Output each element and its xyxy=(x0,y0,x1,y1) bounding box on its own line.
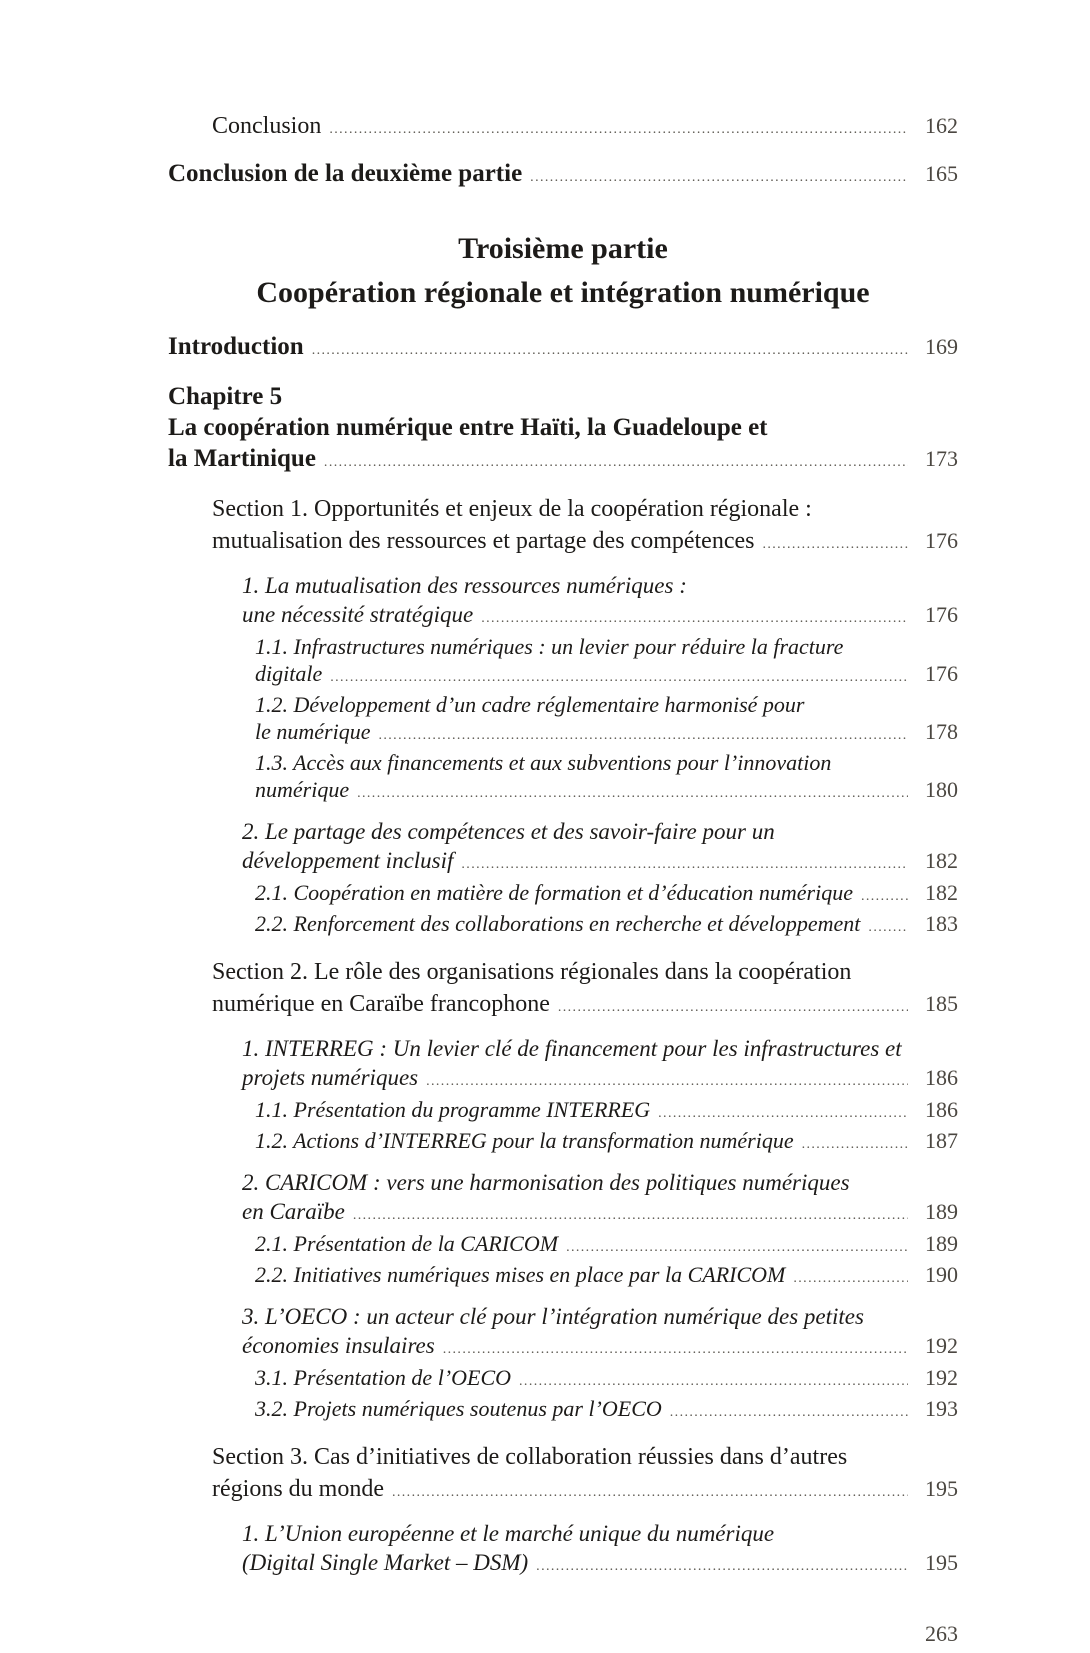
toc-entry-row xyxy=(255,660,958,691)
toc-entry-row xyxy=(255,1261,958,1292)
toc-entry-text: Chapitre 5 xyxy=(168,383,283,410)
toc-entry xyxy=(168,493,958,561)
toc-entry-row xyxy=(212,988,958,1024)
dot-leader xyxy=(392,1473,908,1509)
toc-entry-text: Troisième partie xyxy=(458,232,668,265)
toc-entry-row xyxy=(242,846,958,879)
dot-leader xyxy=(530,158,908,194)
toc-entry-text: 1.2. Actions d’INTERREG pour la transformation numérique xyxy=(255,1128,794,1153)
toc-entry xyxy=(168,749,958,807)
toc-entry-text: 1. L’Union européenne et le marché unique du numérique xyxy=(242,1521,775,1546)
toc-entry-text: 3.2. Projets numériques soutenus par l’OECO xyxy=(255,1396,662,1421)
toc-entry-text: numérique xyxy=(255,777,350,802)
page-number: 186 xyxy=(925,1097,958,1122)
toc-entry-row xyxy=(255,910,958,941)
toc-entry-row xyxy=(255,1096,958,1127)
page-number: 176 xyxy=(925,602,958,627)
page-number: 176 xyxy=(925,528,958,553)
page-number: 186 xyxy=(925,1065,958,1090)
toc-entry-row xyxy=(255,1127,958,1158)
toc-entry-text: 2.1. Présentation de la CARICOM xyxy=(255,1231,559,1256)
part-heading xyxy=(168,271,958,315)
toc-entry-text: projets numériques xyxy=(242,1065,419,1090)
toc-entry-row xyxy=(168,158,958,194)
toc-entry-text: 2.1. Coopération en matière de formation et d’éducation numérique xyxy=(255,880,853,905)
dot-leader xyxy=(861,879,908,910)
toc-entry-text: en Caraïbe xyxy=(242,1199,345,1224)
toc-entry-text: 2.2. Renforcement des collaborations en recherche et développement xyxy=(255,911,861,936)
toc-entry-text: 1.2. Développement d’un cadre réglementaire harmonisé pour xyxy=(255,692,805,717)
toc-entry-row xyxy=(255,1395,958,1426)
toc-entry xyxy=(168,381,958,478)
toc-entry-text: 1. La mutualisation des ressources numériques : xyxy=(242,573,687,598)
toc-entry xyxy=(168,817,958,879)
toc-entry-text: le numérique xyxy=(255,719,371,744)
page-number: 195 xyxy=(925,1550,958,1575)
toc-entry xyxy=(168,910,958,941)
toc-entry-row xyxy=(168,331,958,367)
toc-entry-row xyxy=(242,1331,958,1364)
toc-entry-row xyxy=(255,879,958,910)
toc-entry-text: développement inclusif xyxy=(242,848,454,873)
toc-entry-row xyxy=(242,1063,958,1096)
toc-entry-text: Conclusion de la deuxième partie xyxy=(168,160,523,187)
page-number: 183 xyxy=(925,911,958,936)
toc-entry xyxy=(168,1519,958,1581)
toc-entry-text: économies insulaires xyxy=(242,1333,435,1358)
toc-entry xyxy=(168,158,958,194)
page-number: 162 xyxy=(925,113,958,138)
toc-entry-text: 2. Le partage des compétences et des savoir-faire pour un xyxy=(242,819,775,844)
toc-entry-row xyxy=(212,1473,958,1509)
toc-entry-row xyxy=(212,525,958,561)
dot-leader xyxy=(558,988,908,1024)
dot-leader xyxy=(378,718,908,749)
dot-leader xyxy=(868,910,908,941)
toc-entry xyxy=(168,691,958,749)
toc-entry-text: régions du monde xyxy=(212,1476,384,1502)
toc-entry-text: 1.1. Infrastructures numériques : un levier pour réduire la fracture xyxy=(255,634,844,659)
dot-leader xyxy=(312,331,908,367)
dot-leader xyxy=(330,660,908,691)
toc-entry xyxy=(168,331,958,367)
toc-entry xyxy=(168,1395,958,1426)
page-number: 169 xyxy=(925,334,958,359)
toc-entry-text: 2. CARICOM : vers une harmonisation des politiques numériques xyxy=(242,1170,850,1195)
page-number: 180 xyxy=(925,777,958,802)
toc-entry-text: 2.2. Initiatives numériques mises en place par la CARICOM xyxy=(255,1262,786,1287)
toc-entry xyxy=(168,1127,958,1158)
toc-entry xyxy=(168,956,958,1024)
dot-leader xyxy=(329,110,908,146)
dot-leader xyxy=(802,1127,908,1158)
dot-leader xyxy=(566,1230,908,1261)
toc-list xyxy=(168,110,958,1581)
dot-leader xyxy=(536,1548,908,1581)
toc-entry xyxy=(168,879,958,910)
page-number: 173 xyxy=(925,446,958,471)
toc-entry xyxy=(168,1261,958,1292)
toc-entry-text: Conclusion xyxy=(212,113,322,139)
toc-entry-text: Section 1. Opportunités et enjeux de la coopération régionale : xyxy=(212,496,812,522)
toc-content xyxy=(168,0,958,1647)
dot-leader xyxy=(481,600,908,633)
toc-entry xyxy=(168,110,958,146)
page-number: 165 xyxy=(925,161,958,186)
page-number: 182 xyxy=(925,880,958,905)
toc-entry-text: mutualisation des ressources et partage des compétences xyxy=(212,528,755,554)
dot-leader xyxy=(461,846,908,879)
toc-entry-text: Section 3. Cas d’initiatives de collaboration réussies dans d’autres xyxy=(212,1444,848,1470)
toc-entry-text: Section 2. Le rôle des organisations régionales dans la coopération xyxy=(212,959,852,985)
toc-entry-text: La coopération numérique entre Haïti, la Guadeloupe et xyxy=(168,414,768,441)
toc-entry-text: 1.1. Présentation du programme INTERREG xyxy=(255,1097,651,1122)
toc-entry-row xyxy=(255,1230,958,1261)
toc-entry-text: Introduction xyxy=(168,333,304,360)
toc-entry xyxy=(168,1302,958,1364)
toc-entry-row xyxy=(242,1197,958,1230)
page-number: 192 xyxy=(925,1365,958,1390)
toc-entry-row xyxy=(212,110,958,146)
toc-entry-row xyxy=(255,718,958,749)
dot-leader xyxy=(670,1395,908,1426)
toc-entry-row xyxy=(255,1364,958,1395)
toc-entry xyxy=(168,1168,958,1230)
page-number: 182 xyxy=(925,848,958,873)
toc-entry-row xyxy=(242,600,958,633)
toc-entry-text: (Digital Single Market – DSM) xyxy=(242,1550,529,1575)
toc-entry-row xyxy=(255,776,958,807)
dot-leader xyxy=(426,1063,908,1096)
dot-leader xyxy=(519,1364,908,1395)
dot-leader xyxy=(324,443,908,478)
toc-entry xyxy=(168,1034,958,1096)
dot-leader xyxy=(762,525,908,561)
toc-entry-text: 1. INTERREG : Un levier clé de financement pour les infrastructures et xyxy=(242,1036,902,1061)
dot-leader xyxy=(658,1096,908,1127)
page-number: 189 xyxy=(925,1231,958,1256)
page-number: 176 xyxy=(925,661,958,686)
toc-entry xyxy=(168,633,958,691)
toc-entry-row xyxy=(242,1548,958,1581)
folio-page-number: 263 xyxy=(925,1621,958,1646)
dot-leader xyxy=(353,1197,908,1230)
toc-entry-text: 3. L’OECO : un acteur clé pour l’intégration numérique des petites xyxy=(242,1304,864,1329)
page-number: 187 xyxy=(925,1128,958,1153)
toc-entry-text: digitale xyxy=(255,661,323,686)
part-heading xyxy=(168,227,958,271)
page-number: 190 xyxy=(925,1262,958,1287)
toc-entry xyxy=(168,1096,958,1127)
toc-entry-text: Coopération régionale et intégration numérique xyxy=(256,276,870,309)
toc-entry-text: 3.1. Présentation de l’OECO xyxy=(255,1365,512,1390)
page-number: 185 xyxy=(925,991,958,1016)
page-footer xyxy=(168,1621,958,1647)
page-number: 178 xyxy=(925,719,958,744)
toc-entry-text: la Martinique xyxy=(168,445,316,472)
toc-entry xyxy=(168,1441,958,1509)
toc-entry-text: une nécessité stratégique xyxy=(242,602,474,627)
toc-entry-text: 1.3. Accès aux financements et aux subventions pour l’innovation xyxy=(255,750,832,775)
dot-leader xyxy=(357,776,908,807)
page-number: 189 xyxy=(925,1199,958,1224)
toc-entry xyxy=(168,1230,958,1261)
toc-entry-text: numérique en Caraïbe francophone xyxy=(212,991,550,1017)
page-number: 192 xyxy=(925,1333,958,1358)
dot-leader xyxy=(443,1331,908,1364)
toc-entry-row xyxy=(168,443,958,478)
page-number: 193 xyxy=(925,1396,958,1421)
page-number: 195 xyxy=(925,1476,958,1501)
toc-entry xyxy=(168,1364,958,1395)
dot-leader xyxy=(793,1261,908,1292)
toc-entry xyxy=(168,571,958,633)
